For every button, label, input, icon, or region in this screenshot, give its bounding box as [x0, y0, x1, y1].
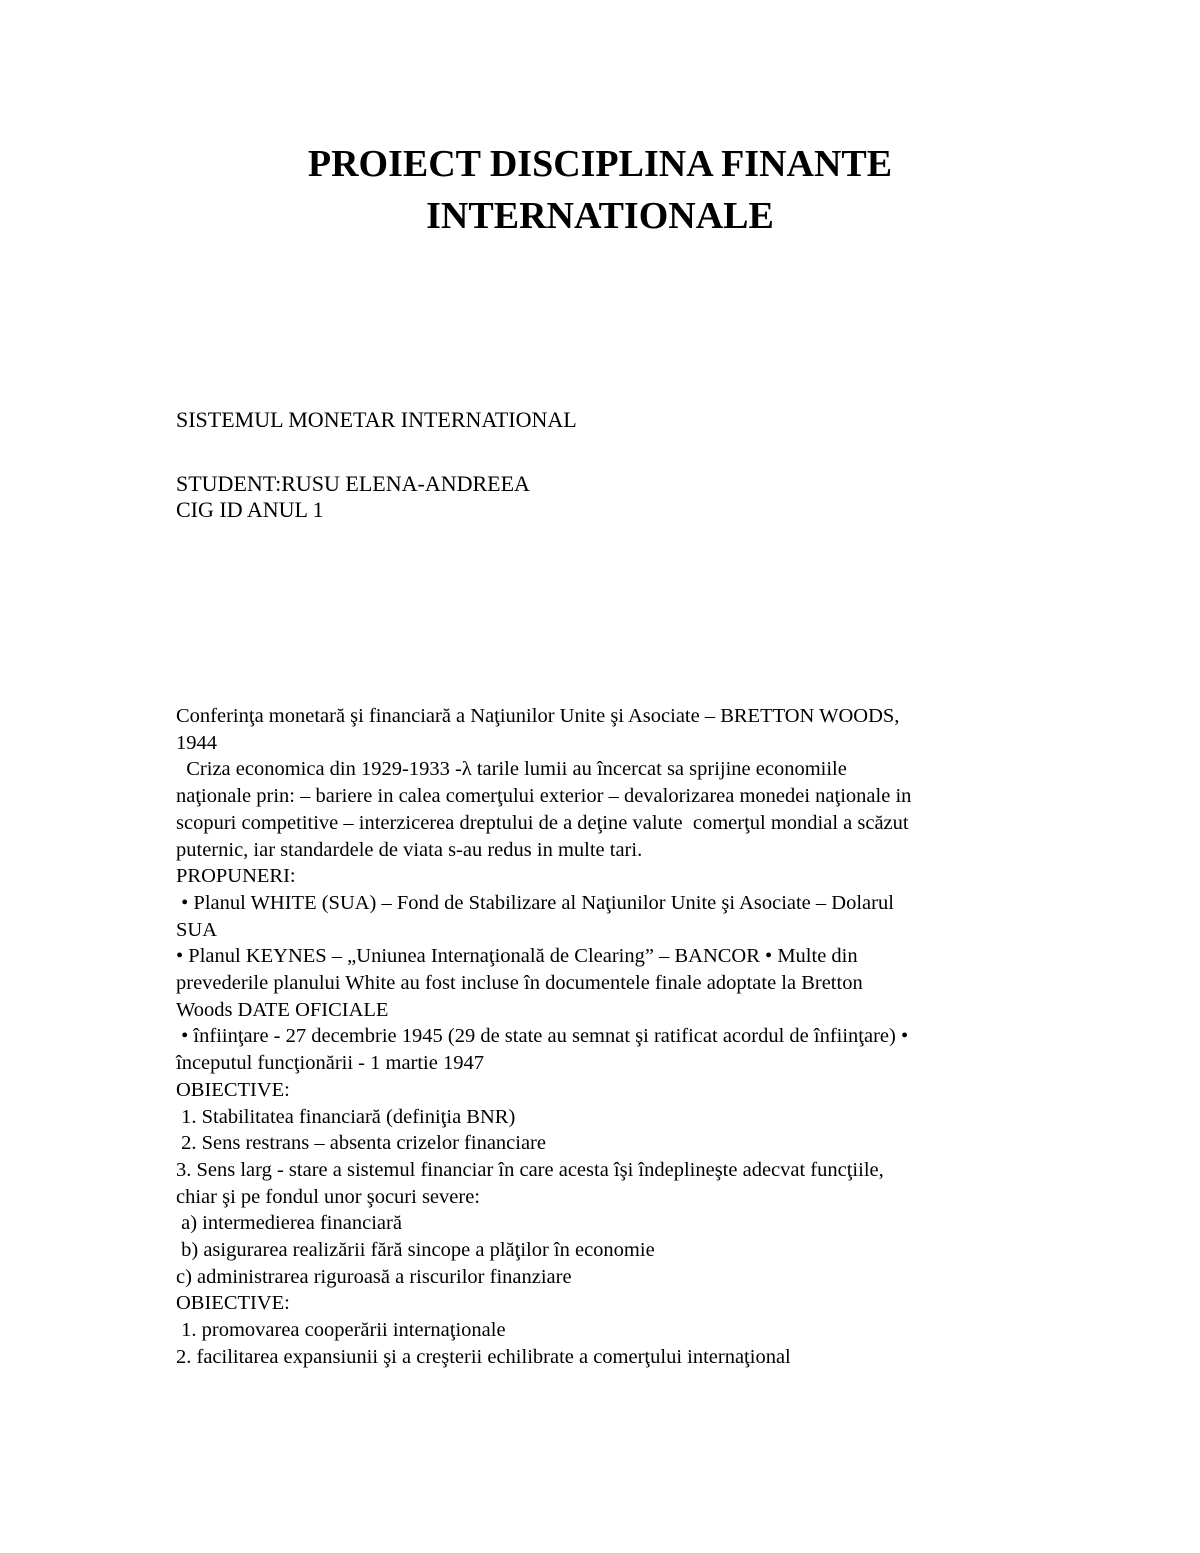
body-line: a) intermedierea financiară	[176, 1212, 402, 1235]
body-line: OBIECTIVE:	[176, 1078, 290, 1101]
body-line: PROPUNERI:	[176, 865, 296, 888]
document-title	[0, 138, 1200, 242]
student-name: STUDENT:RUSU ELENA-ANDREEA	[176, 471, 530, 496]
body-line: b) asigurarea realizării fără sincope a plăţilor în economie	[176, 1239, 655, 1262]
body-line: 2. Sens restrans – absenta crizelor financiare	[176, 1132, 546, 1155]
body-line: 2. facilitarea expansiunii şi a creşterii echilibrate a comerţului internaţional	[176, 1345, 791, 1368]
body-line: 3. Sens larg - stare a sistemul financiar în care acesta îşi îndeplineşte adecvat funcţiile,	[176, 1158, 884, 1181]
body-line: SUA	[176, 918, 218, 941]
student-group: CIG ID ANUL 1	[176, 497, 324, 522]
body-line: Conferinţa monetară şi financiară a Naţiunilor Unite şi Asociate – BRETTON WOODS,	[176, 705, 900, 727]
body-line: c) administrarea riguroasă a riscurilor finanziare	[176, 1265, 572, 1288]
body-line: • Planul WHITE (SUA) – Fond de Stabilizare al Naţiunilor Unite şi Asociate – Dolarul	[176, 891, 894, 914]
body-line: Criza economica din 1929-1933 -λ tarile lumii au încercat sa sprijine economiile	[176, 758, 847, 781]
student-info	[176, 471, 530, 523]
subject-heading: SISTEMUL MONETAR INTERNATIONAL	[176, 407, 577, 432]
body-line: prevederile planului White au fost incluse în documentele finale adoptate la Bretton	[176, 972, 863, 995]
body-line: scopuri competitive – interzicerea dreptului de a deţine valute comerţul mondial a scăzut	[176, 811, 909, 834]
title-line-2: INTERNATIONALE	[426, 195, 774, 237]
body-line: 1. Stabilitatea financiară (definiţia BNR)	[176, 1105, 516, 1128]
body-line: OBIECTIVE:	[176, 1292, 290, 1315]
body-line: • înfiinţare - 27 decembrie 1945 (29 de state au semnat şi ratificat acordul de înfiinţare) •	[176, 1025, 909, 1048]
body-line: chiar şi pe fondul unor şocuri severe:	[176, 1185, 480, 1208]
body-line: Woods DATE OFICIALE	[176, 998, 389, 1021]
body-line: începutul funcţionării - 1 martie 1947	[176, 1052, 484, 1075]
title-line-1: PROIECT DISCIPLINA FINANTE	[307, 143, 893, 185]
body-text	[176, 703, 1046, 1371]
body-line: • Planul KEYNES – „Uniunea Internaţională de Clearing” – BANCOR • Multe din	[176, 945, 858, 968]
body-line: 1. promovarea cooperării internaţionale	[176, 1319, 506, 1342]
body-line: naţionale prin: – bariere in calea comerţului exterior – devalorizarea monedei naţionale in	[176, 785, 912, 808]
body-line: puternic, iar standardele de viata s-au redus in multe tari.	[176, 838, 643, 861]
body-line: 1944	[176, 731, 217, 754]
